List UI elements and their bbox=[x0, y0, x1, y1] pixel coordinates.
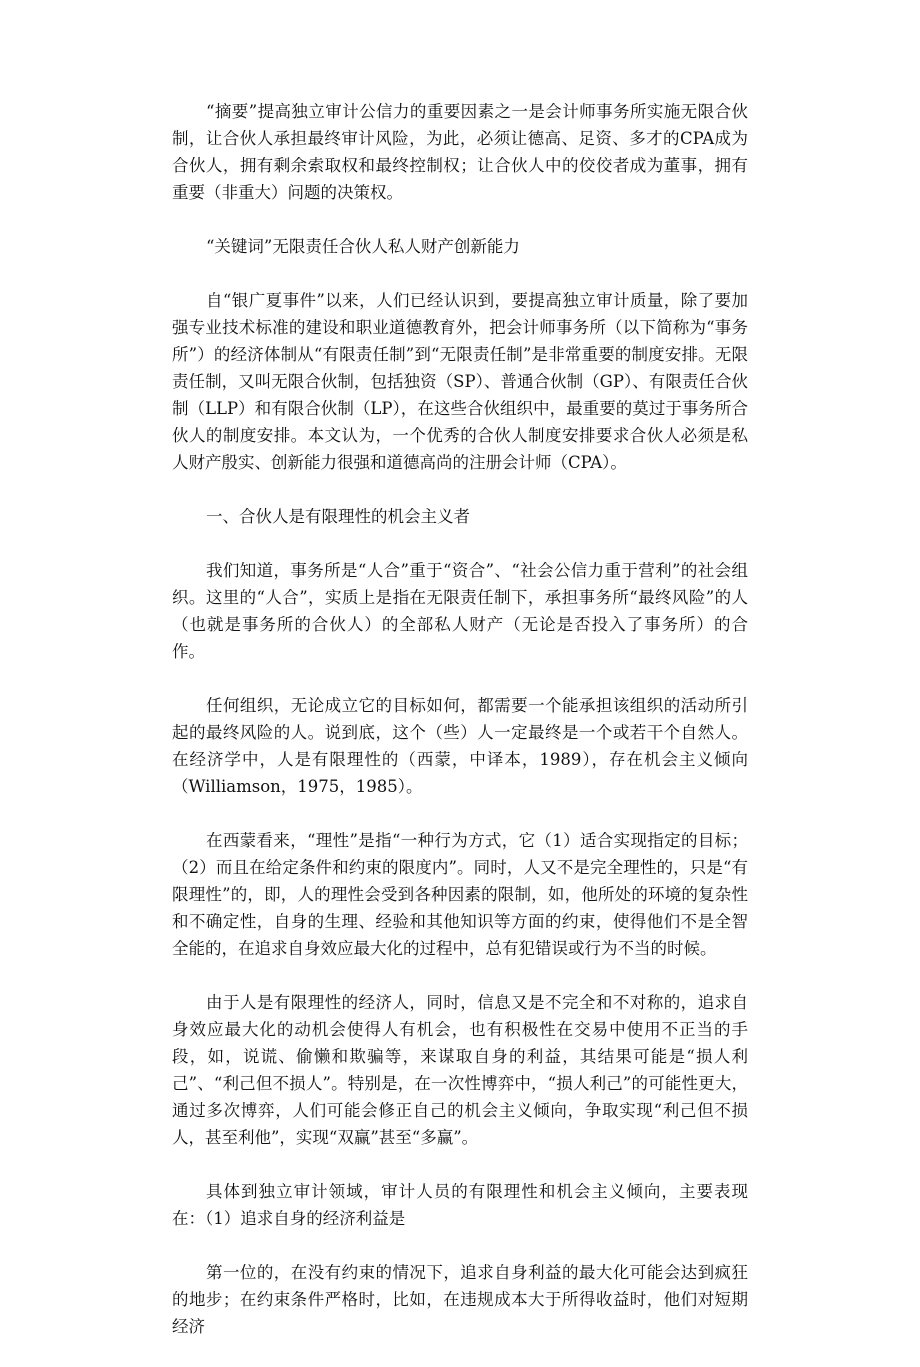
body-paragraph: 在西蒙看来，“理性”是指“一种行为方式，它（1）适合实现指定的目标；（2）而且在给定条件和约束的限度内”。同时，人又不是完全理性的，只是“有限理性”的，即，人的理性会受到各种因素的限制，如，他所处的环境的复杂性和不确定性，自身的生理、经验和其他知识等方面的约束，使得他们不是全智全能的，在追求自身效应最大化的过程中，总有犯错误或行为不当的时候。 bbox=[172, 831, 748, 958]
document-page bbox=[172, 98, 748, 1367]
abstract-paragraph: “摘要”提高独立审计公信力的重要因素之一是会计师事务所实施无限合伙制，让合伙人承担最终审计风险，为此，必须让德高、足资、多才的CPA成为合伙人，拥有剩余索取权和最终控制权；让合伙人中的佼佼者成为董事，拥有重要（非重大）问题的决策权。 bbox=[172, 102, 748, 202]
keywords-paragraph: “关键词”无限责任合伙人私人财产创新能力 bbox=[206, 237, 520, 256]
body-paragraph: 第一位的，在没有约束的情况下，追求自身利益的最大化可能会达到疯狂的地步；在约束条件严格时，比如，在违规成本大于所得收益时，他们对短期经济 bbox=[172, 1263, 748, 1336]
body-paragraph: 任何组织，无论成立它的目标如何，都需要一个能承担该组织的活动所引起的最终风险的人。说到底，这个（些）人一定最终是一个或若干个自然人。在经济学中，人是有限理性的（西蒙，中译本，1989），存在机会主义倾向（Williamson，1975，1985）。 bbox=[172, 696, 748, 796]
body-paragraph: 我们知道，事务所是“人合”重于“资合”、“社会公信力重于营利”的社会组织。这里的“人合”，实质上是指在无限责任制下，承担事务所“最终风险”的人（也就是事务所的合伙人）的全部私人财产（无论是否投入了事务所）的合作。 bbox=[172, 561, 748, 661]
intro-paragraph: 自“银广夏事件”以来，人们已经认识到，要提高独立审计质量，除了要加强专业技术标准的建设和职业道德教育外，把会计师事务所（以下简称为“事务所”）的经济体制从“有限责任制”到“无限责任制”是非常重要的制度安排。无限责任制，又叫无限合伙制，包括独资（SP）、普通合伙制（GP）、有限责任合伙制（LLP）和有限合伙制（LP），在这些合伙组织中，最重要的莫过于事务所合伙人的制度安排。本文认为，一个优秀的合伙人制度安排要求合伙人必须是私人财产殷实、创新能力很强和道德高尚的注册会计师（CPA）。 bbox=[172, 291, 748, 472]
section-heading: 一、合伙人是有限理性的机会主义者 bbox=[206, 507, 470, 526]
body-paragraph: 具体到独立审计领域，审计人员的有限理性和机会主义倾向，主要表现在：（1）追求自身的经济利益是 bbox=[172, 1182, 748, 1228]
body-paragraph: 由于人是有限理性的经济人，同时，信息又是不完全和不对称的，追求自身效应最大化的动机会使得人有机会，也有积极性在交易中使用不正当的手段，如，说谎、偷懒和欺骗等，来谋取自身的利益，其结果可能是“损人利己”、“利己但不损人”。特别是，在一次性博弈中，“损人利己”的可能性更大，通过多次博弈，人们可能会修正自己的机会主义倾向，争取实现“利己但不损人，甚至利他”，实现“双赢”甚至“多赢”。 bbox=[172, 993, 748, 1147]
